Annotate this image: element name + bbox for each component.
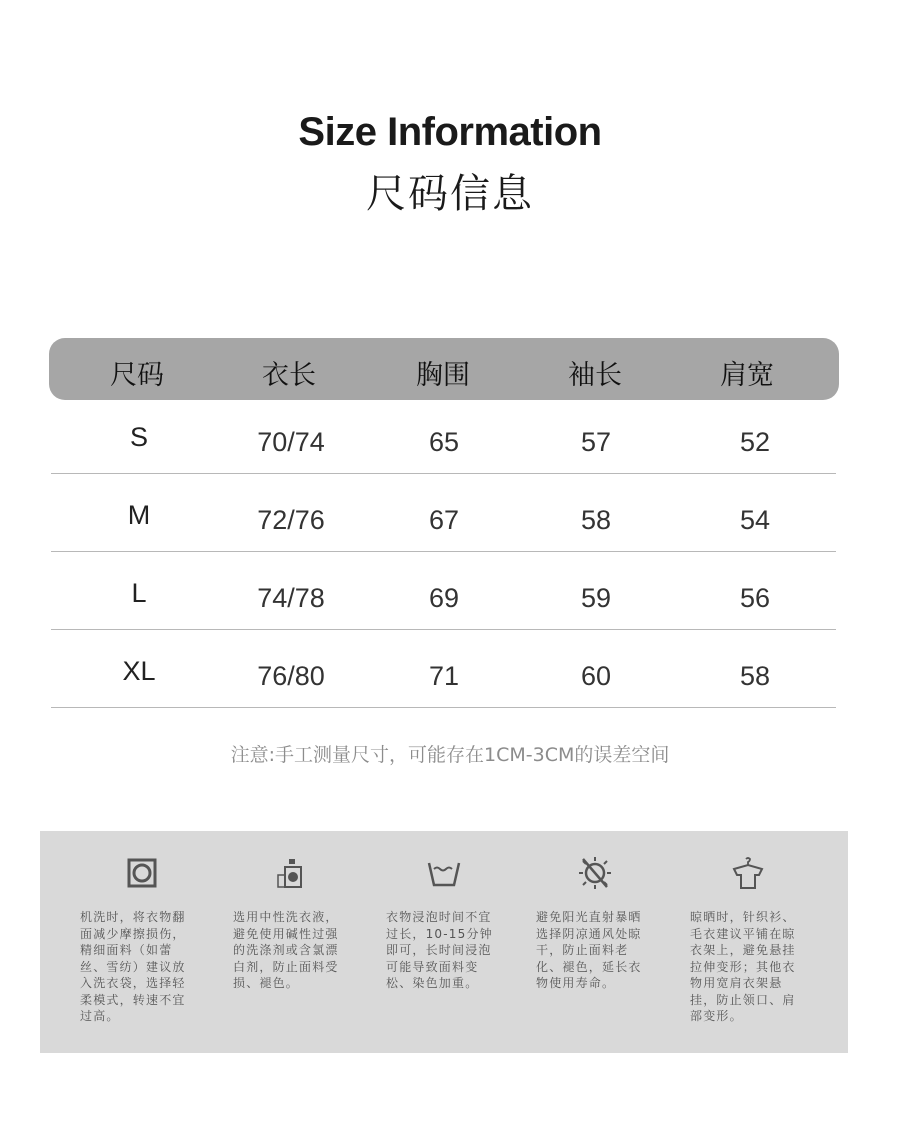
- table-row: [51, 630, 836, 708]
- care-text: 机洗时，将衣物翻面减少摩擦损伤，精细面料（如蕾丝、雪纺）建议放入洗衣袋，选择轻柔模式，转速不宜过高。: [80, 910, 186, 1023]
- shoulder-cell: 56: [739, 583, 771, 613]
- machine-wash-icon: [124, 855, 160, 891]
- table-row: [51, 474, 836, 552]
- detergent-icon: [275, 855, 311, 891]
- table-row: [51, 396, 836, 474]
- title-chinese: 尺码信息: [366, 171, 534, 217]
- header-size: 尺码: [110, 360, 164, 391]
- size-cell: L: [131, 578, 147, 608]
- length-cell: 74/78: [257, 583, 325, 613]
- measurement-note: 注意:手工测量尺寸，可能存在1CM-3CM的误差空间: [230, 744, 670, 766]
- shoulder-cell: 58: [739, 661, 771, 691]
- shoulder-cell: 52: [739, 427, 771, 457]
- care-text: 晾晒时，针织衫、毛衣建议平铺在晾衣架上，避免悬挂拉伸变形；其他衣物用宽肩衣架悬挂，防止领口、肩部变形。: [690, 910, 796, 1023]
- hang-dry-icon: [730, 855, 766, 891]
- table-row: [51, 552, 836, 630]
- size-cell: M: [127, 500, 151, 530]
- care-text: 选用中性洗衣液，避免使用碱性过强的洗涤剂或含氯漂白剂，防止面料受损、褪色。: [233, 910, 339, 990]
- care-text: 避免阳光直射暴晒选择阴凉通风处晾干，防止面料老化、褪色，延长衣物使用寿命。: [536, 910, 642, 990]
- care-instructions: [40, 831, 848, 1053]
- care-text: 衣物浸泡时间不宜过长，10-15分钟即可，长时间浸泡可能导致面料变松、染色加重。: [386, 910, 493, 990]
- size-cell: S: [129, 422, 149, 452]
- length-cell: 70/74: [257, 427, 325, 457]
- chest-cell: 67: [428, 505, 460, 535]
- chest-cell: 65: [428, 427, 460, 457]
- length-cell: 76/80: [257, 661, 325, 691]
- soak-basin-icon: [426, 855, 462, 891]
- shoulder-cell: 54: [739, 505, 771, 535]
- header-shoulder: 肩宽: [720, 360, 774, 391]
- length-cell: 72/76: [257, 505, 325, 535]
- header-length: 衣长: [262, 360, 316, 391]
- header-chest: 胸围: [416, 360, 470, 391]
- size-cell: XL: [122, 656, 156, 686]
- header-sleeve: 袖长: [568, 360, 622, 391]
- sleeve-cell: 59: [580, 583, 612, 613]
- chest-cell: 71: [428, 661, 460, 691]
- sleeve-cell: 58: [580, 505, 612, 535]
- chest-cell: 69: [428, 583, 460, 613]
- table-header: [49, 338, 839, 400]
- sleeve-cell: 57: [580, 427, 612, 457]
- no-sun-icon: [577, 855, 613, 891]
- title-english: Size Information: [298, 110, 602, 154]
- sleeve-cell: 60: [580, 661, 612, 691]
